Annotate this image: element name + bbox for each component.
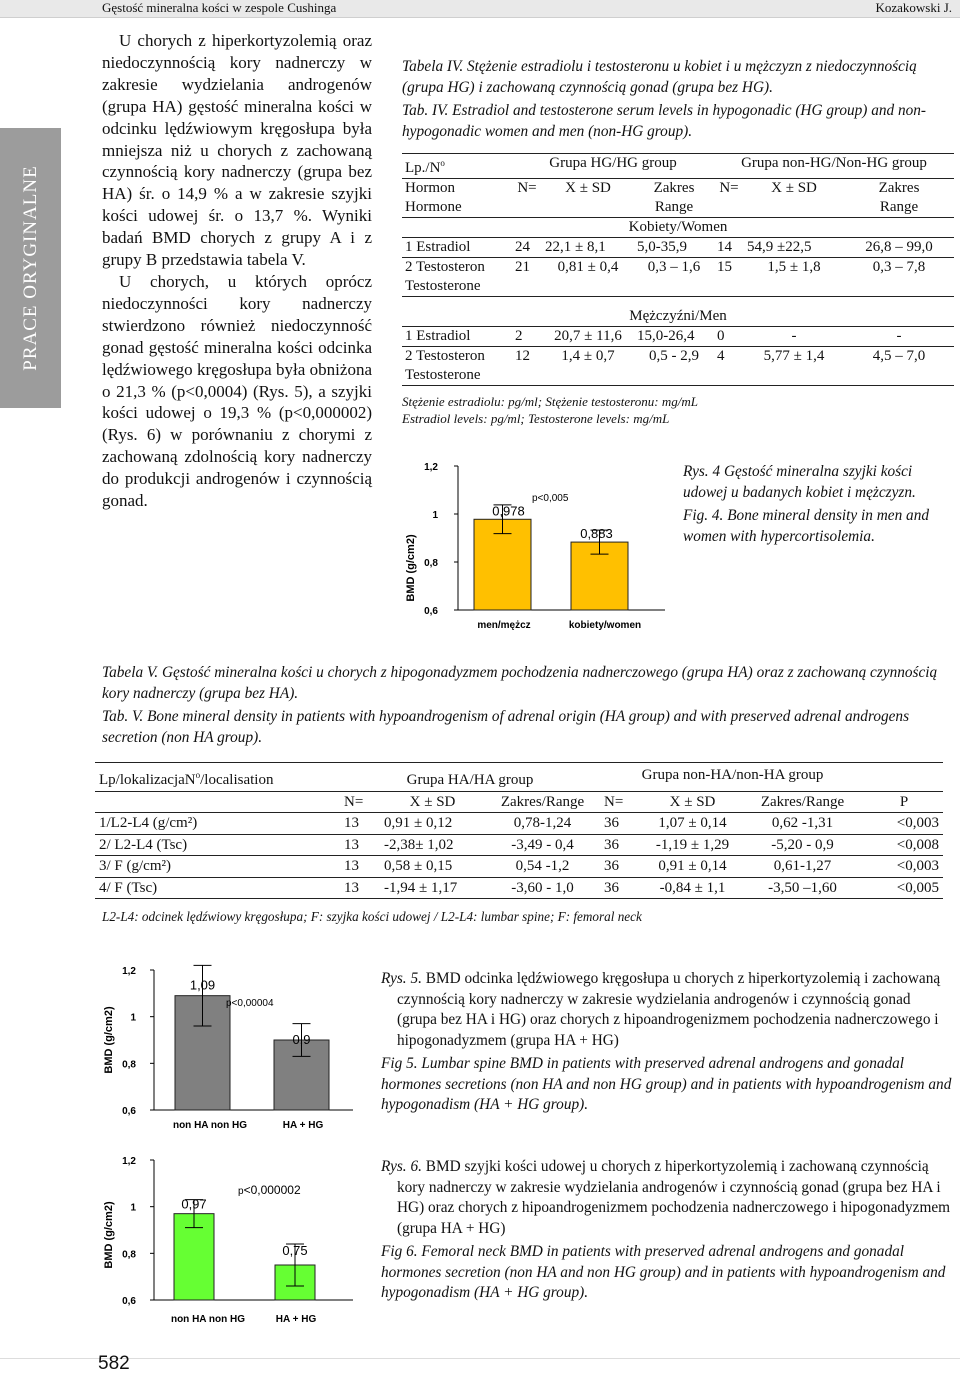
table4-caption-en: Estradiol and testosterone serum levels in hypogonadic (HG group) and non-hypogonadic women and men (non-HG group). bbox=[402, 102, 927, 140]
t5-head-n2: N= bbox=[600, 791, 645, 813]
t5-head-x1: X ± SD bbox=[380, 791, 485, 813]
t4-head-range1: Zakres Range bbox=[653, 180, 695, 215]
fig4-caption-en: Bone mineral density in men and women with hypercortisolemia. bbox=[683, 507, 929, 545]
fig5-caption-pl: BMD odcinka lędźwiowego kręgosłupa u chorych z hiperkortyzolemią i zachowaną czynnością kory nadnerczy w zakresie wydzielania androgenów i czynnością gonad (grupa bez HA i HG) oraz chorych z hipoandrogenizmem pochodzenia nadnerczowego i hipogonadyzmem (grupa HA + HG) bbox=[397, 970, 941, 1049]
table-v bbox=[95, 762, 943, 899]
t4-head-n2: N= bbox=[719, 180, 739, 196]
table5-caption bbox=[102, 663, 952, 748]
fig6-label-pl: Rys. 6. bbox=[381, 1158, 422, 1175]
fig6-label-en: Fig 6. bbox=[381, 1243, 418, 1260]
data-label: 0,97 bbox=[181, 1196, 207, 1212]
fig5-label-en: Fig 5. bbox=[381, 1055, 418, 1072]
body-text-column bbox=[102, 30, 372, 512]
fig4-bar-chart bbox=[400, 448, 670, 638]
table5-label-pl: Tabela V. bbox=[102, 664, 159, 681]
t4-women-label: Kobiety/Women bbox=[628, 219, 728, 235]
section-sidebar bbox=[0, 128, 61, 408]
x-category-label: HA + HG bbox=[282, 1120, 324, 1131]
fig6-caption-pl: BMD szyjki kości udowej u chorych z hiperkortyzolemią i zachowaną czynnością kory nadnerczy w zakresie wydzielania androgenów i czynnością gonad (grupa bez HA i HG) oraz chorych z hipoandrogenizmem pochodzenia nadnerczowego i hipogonadyzmem (grupa HA + HG) bbox=[397, 1158, 951, 1237]
body-paragraph-1: U chorych z hiperkortyzolemią oraz niedoczynnością kory nadnerczy w zakresie wydzielania androgenów (grupa HA) gęstość mineralna kości w odcinku lędźwiowym kręgosłupa była mniejsza niż u chorych z zachowaną czynnością kory nadnerczy (grupa bez HA) śr. o 14,9 % a w zakresie szyjki kości udowej śr. o 13,7 %. Wyniki badań BMD chorych z grupy A i z grupy B przedstawia tabela V. bbox=[102, 31, 372, 270]
p-value-annotation: p<0,000002 bbox=[238, 1183, 301, 1197]
y-tick-label: 1 bbox=[432, 510, 438, 521]
y-tick-label: 1 bbox=[130, 1202, 136, 1214]
y-tick-label: 1 bbox=[130, 1012, 136, 1024]
x-category-label: non HA non HG bbox=[172, 1120, 248, 1131]
fig4-caption bbox=[683, 462, 953, 547]
y-tick-label: 0,8 bbox=[122, 1249, 136, 1261]
x-category-label: HA + HG bbox=[275, 1314, 317, 1325]
table-row: 1 Estradiol 24 22,1 ± 8,1 5,0-35,9 14 54,9 ±22,5 26,8 – 99,0 bbox=[402, 238, 954, 258]
body-paragraph-2: U chorych, u których oprócz niedoczynności kory nadnerczy stwierdzono również niedoczynność gonad gęstość mineralna kości odcinka lędźwiowego kręgosłupa była obniżona o 21,3 % (p<0,0004) (Rys. 5), a szyjki kości udowej o 19,3 % (p<0,000002) (Rys. 6) w porównaniu z chorymi z zachowaną zdolnością kory nadnerczy do produkcji androgenów i czynnością gonad. bbox=[102, 271, 372, 511]
data-label: 0,883 bbox=[580, 526, 613, 542]
section-label: PRACE ORYGINALNE bbox=[20, 165, 41, 371]
table-row: 1/L2-L4 (g/cm²) 13 0,91 ± 0,12 0,78-1,24 36 1,07 ± 0,14 0,62 -1,31 <0,003 bbox=[95, 813, 943, 835]
t4-head-n1: N= bbox=[517, 180, 537, 196]
fig4-label-pl: Rys. 4 bbox=[683, 463, 721, 480]
fig6-bar-chart bbox=[98, 1150, 358, 1340]
y-tick-label: 1,2 bbox=[424, 462, 438, 473]
page-footer bbox=[0, 1353, 960, 1378]
t4-head-lp: $Lp./N^o$ bbox=[405, 158, 445, 176]
y-tick-label: 0,6 bbox=[122, 1106, 136, 1117]
t4-head-range2: Zakres Range bbox=[878, 180, 920, 215]
table4-caption-pl: Stężenie estradiolu i testosteronu u kobiet i u mężczyzn z niedoczynnością (grupa HG) i zachowaną czynnością gonad (grupa bez HG). bbox=[402, 58, 917, 96]
table4-label-en: Tab. IV. bbox=[402, 102, 449, 119]
t5-head-n1: N= bbox=[340, 791, 380, 813]
t5-head-nonha: Grupa non-HA/non-HA group bbox=[641, 767, 824, 783]
t5-head-range2: Zakres/Range bbox=[740, 791, 865, 813]
fig5-label-pl: Rys. 5. bbox=[381, 970, 422, 987]
table-row: 4/ F (Tsc) 13 -1,94 ± 1,17 -3,60 - 1,0 36 -0,84 ± 1,1 -3,50 –1,60 <0,005 bbox=[95, 877, 943, 899]
table5-caption-en: Bone mineral density in patients with hypoandrogenism of adrenal origin (HA group) and with preserved adrenal androgens secretion (non HA group). bbox=[102, 708, 910, 746]
table-row: 3/ F (g/cm²) 13 0,58 ± 0,15 0,54 -1,2 36 0,91 ± 0,14 0,61-1,27 <0,003 bbox=[95, 856, 943, 878]
p-value-annotation: p<0,00004 bbox=[226, 998, 274, 1009]
data-label: 1,09 bbox=[189, 977, 216, 993]
fig5-caption-en: Lumbar spine BMD in patients with preserved adrenal androgens and gonadal hormones secretions (non HA and non HG group) and in patients with hypoandrogenism and hypogonadism (HA + HG group). bbox=[381, 1055, 952, 1113]
table5-label-en: Tab. V. bbox=[102, 708, 144, 725]
t4-head-hg: Grupa HG/HG group bbox=[549, 155, 677, 171]
p-value-annotation: p<0,005 bbox=[532, 493, 569, 504]
fig5-ylabel: BMD (g/cm2) bbox=[103, 1006, 115, 1074]
header-author: Kozakowski J. bbox=[875, 0, 952, 15]
table4-note-pl: Stężenie estradiolu: pg/ml; Stężenie testosteronu: mg/mL bbox=[402, 394, 698, 409]
y-tick-label: 0,6 bbox=[424, 606, 438, 617]
table-row: 2 Testosteron Testosterone 12 1,4 ± 0,7 0,5 - 2,9 4 5,77 ± 1,4 4,5 – 7,0 bbox=[402, 347, 954, 386]
table4-caption bbox=[402, 57, 952, 142]
t5-head-ha: Grupa HA/HA group bbox=[406, 771, 534, 788]
fig5-bar-chart bbox=[98, 960, 358, 1140]
t5-head-range1: Zakres/Range bbox=[485, 791, 600, 813]
running-header bbox=[0, 0, 960, 18]
table5-caption-pl: Gęstość mineralna kości u chorych z hipogonadyzmem pochodzenia nadnerczowego (grupa HA) oraz z zachowaną czynnością kory nadnerczy (grupa bez HA). bbox=[102, 664, 938, 702]
t5-head-lp: Lp/lokalizacjaN$^o$/localisation bbox=[99, 770, 274, 788]
fig6-caption-en: Femoral neck BMD in patients with preserved adrenal androgens and gonadal hormones secretion (non HA and non HG group) and in patients with hypoandrogenism and hypogonadism (HA + HG group). bbox=[381, 1243, 946, 1301]
table-row: 2/ L2-L4 (Tsc) 13 -2,38± 1,02 -3,49 - 0,4 36 -1,19 ± 1,29 -5,20 - 0,9 <0,008 bbox=[95, 834, 943, 856]
table5-notes: L2-L4: odcinek lędźwiowy kręgosłupa; F: szyjka kości udowej / L2-L4: lumbar spine; F: femoral neck bbox=[102, 909, 642, 924]
data-label: 0,9 bbox=[292, 1032, 311, 1047]
t4-head-x2: X ± SD bbox=[771, 180, 817, 196]
table-row: 1 Estradiol 2 20,7 ± 11,6 15,0-26,4 0 - - bbox=[402, 327, 954, 347]
t5-head-p: P bbox=[865, 791, 943, 813]
header-title: Gęstość mineralna kości w zespole Cushinga bbox=[102, 0, 337, 15]
page-number: 582 bbox=[98, 1353, 130, 1374]
fig4-caption-pl: Gęstość mineralna szyjki kości udowej u badanych kobiet i mężczyzn. bbox=[683, 463, 916, 501]
table-iv bbox=[402, 153, 954, 386]
fig4-label-en: Fig. 4. bbox=[683, 507, 724, 524]
fig6-caption bbox=[381, 1157, 953, 1307]
data-label: 0,978 bbox=[492, 503, 525, 519]
table4-notes bbox=[402, 393, 942, 427]
fig4-ylabel: BMD (g/cm2) bbox=[405, 534, 417, 602]
y-tick-label: 0,8 bbox=[122, 1059, 136, 1071]
fig5-caption bbox=[381, 969, 953, 1119]
table4-note-en: Estradiol levels: pg/ml; Testosterone levels: mg/mL bbox=[402, 411, 670, 426]
t4-head-hormon: Hormon Hormone bbox=[405, 180, 462, 215]
fig6-ylabel: BMD (g/cm2) bbox=[103, 1201, 115, 1269]
t4-men-label: Mężczyźni/Men bbox=[629, 308, 727, 324]
y-tick-label: 1,2 bbox=[122, 966, 136, 977]
table4-label-pl: Tabela IV. bbox=[402, 58, 464, 75]
table-row: 2 Testosteron Testosterone 21 0,81 ± 0,4 0,3 – 1,6 15 1,5 ± 1,8 0,3 – 7,8 bbox=[402, 258, 954, 297]
x-category-label: men/mężcz bbox=[477, 620, 531, 631]
t4-head-nonhg: Grupa non-HG/Non-HG group bbox=[741, 155, 927, 171]
t5-head-x2: X ± SD bbox=[645, 791, 740, 813]
x-category-label: non HA non HG bbox=[170, 1314, 246, 1325]
y-tick-label: 1,2 bbox=[122, 1156, 136, 1167]
t4-head-x1: X ± SD bbox=[565, 180, 611, 196]
x-category-label: kobiety/women bbox=[568, 620, 642, 631]
y-tick-label: 0,6 bbox=[122, 1296, 136, 1307]
y-tick-label: 0,8 bbox=[424, 558, 438, 569]
data-label: 0,75 bbox=[282, 1243, 308, 1258]
